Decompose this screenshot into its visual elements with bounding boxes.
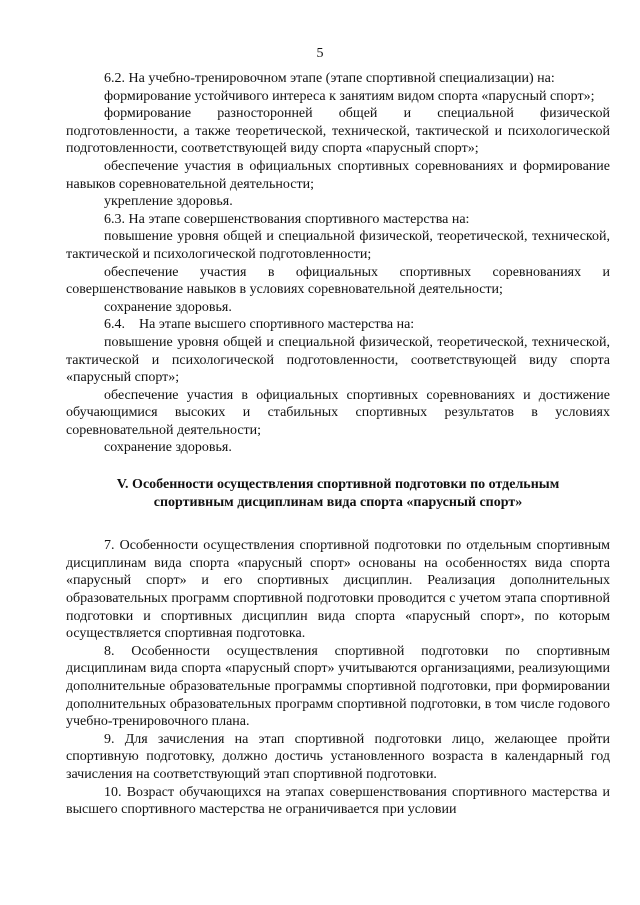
section-heading: V. Особенности осуществления спортивной подготовки по отдельным спортивным дисциплинам вида спорта «парусный спорт» (116, 477, 560, 510)
list-item: обеспечение участия в официальных спортивных соревнованиях и достижение обучающимися высоких и стабильных спортивных результатов в условиях соревновательной деятельности; (66, 387, 610, 438)
list-item: обеспечение участия в официальных спортивных соревнованиях и формирование навыков соревновательной деятельности; (66, 158, 610, 192)
list-item: сохранение здоровья. (104, 299, 232, 315)
list-item: формирование разносторонней общей и специальной физической подготовленности, а также теоретической, технической, тактической и психологической подготовленности, соответствующей виду спорта «парусный спорт»; (66, 106, 610, 157)
list-item: сохранение здоровья. (104, 440, 232, 456)
list-item: формирование устойчивого интереса к занятиям видом спорта «парусный спорт»; (104, 88, 595, 104)
list-item: укрепление здоровья. (104, 194, 233, 210)
paragraph-8: 8. Особенности осуществления спортивной подготовки по спортивным дисциплинам вида спорта «парусный спорт» учитываются организациями, реализующими дополнительные образовательные программы спортивной подготовки, при формировании дополнительных образовательных программ спортивной подготовки, в том числе годового учебно-тренировочного плана. (66, 643, 610, 730)
paragraph-6-3: 6.3. На этапе совершенствования спортивного мастерства на: (104, 211, 470, 227)
page-number: 5 (316, 46, 324, 61)
document-body (66, 70, 610, 819)
paragraph-6-4: 6.4. На этапе высшего спортивного мастерства на: (104, 317, 415, 333)
list-item: обеспечение участия в официальных спортивных соревнованиях и совершенствование навыков в условиях соревновательной деятельности; (66, 264, 610, 298)
paragraph-7: 7. Особенности осуществления спортивной подготовки по отдельным спортивным дисциплинам вида спорта «парусный спорт» основаны на особенностях вида спорта «парусный спорт» и его спортивных дисциплин. Реализация дополнительных образовательных программ спортивной подготовки проводится с учетом этапа спортивной подготовки и спортивных дисциплин вида спорта «парусный спорт», по которым осуществляется спортивная подготовка. (66, 538, 610, 642)
paragraph-6-2: 6.2. На учебно-тренировочном этапе (этапе спортивной специализации) на: (104, 71, 555, 86)
paragraph-9: 9. Для зачисления на этап спортивной подготовки лицо, желающее пройти спортивную подготовку, должно достичь установленного возраста в календарный год зачисления на соответствующий этап спортивной подготовки. (66, 731, 610, 782)
list-item: повышение уровня общей и специальной физической, теоретической, технической, тактической и психологической подготовленности, соответствующей виду спорта «парусный спорт»; (66, 334, 610, 386)
paragraph-10: 10. Возраст обучающихся на этапах совершенствования спортивного мастерства и высшего спортивного мастерства не ограничивается при условии (66, 784, 610, 818)
list-item: повышение уровня общей и специальной физической, теоретической, технической, тактической и психологической подготовленности; (66, 229, 610, 262)
